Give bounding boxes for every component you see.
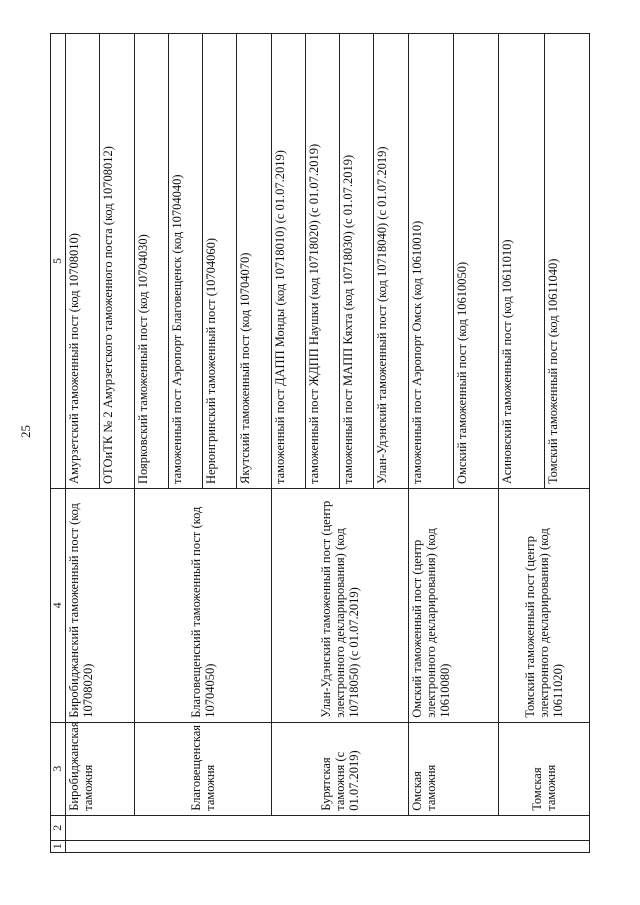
header-col-2: 2 [51,815,66,840]
post-name: Томский таможенный пост (центр электронного декларирования) (код 10611020) [499,489,590,723]
subpost-name: Поярковский таможенный пост (код 10704030) [134,34,168,489]
header-row [51,34,66,853]
table-row [66,34,100,853]
customs-name: Бурятская таможня (с 01.07.2019) [271,722,408,815]
table-row [499,34,544,853]
table-row [134,34,168,853]
subpost-name: Якутский таможенный пост (код 10704070) [237,34,271,489]
subpost-name: Омский таможенный пост (код 10610050) [453,34,498,489]
customs-name: Томская таможня [499,722,590,815]
subpost-name: Улан-Удэнский таможенный пост (код 10718040) (с 01.07.2019) [374,34,408,489]
cell-col-1 [66,840,590,852]
table-row [271,34,305,853]
post-name: Биробиджанский таможенный пост (код 10708020) [66,489,135,723]
header-col-5: 5 [51,34,66,489]
page-number: 25 [18,425,33,438]
customs-name: Биробиджанская таможня [66,722,135,815]
subpost-name: Нерюнгринский таможенный пост (10704060) [203,34,237,489]
cell-col-2 [66,815,590,840]
subpost-name: таможенный пост Аэропорт Благовещенск (код 10704040) [168,34,202,489]
subpost-name: таможенный пост ЖДПП Наушки (код 10718020) (с 01.07.2019) [305,34,339,489]
header-col-3: 3 [51,722,66,815]
customs-name: Благовещенская таможня [134,722,271,815]
table-row [408,34,453,853]
subpost-name: Амурзетский таможенный пост (код 10708010) [66,34,100,489]
subpost-name: Асиновский таможенный пост (код 10611010) [499,34,544,489]
subpost-name: таможенный пост МАПП Кяхта (код 10718030) (с 01.07.2019) [340,34,374,489]
subpost-name: таможенный пост ДАПП Монды (код 10718010) (с 01.07.2019) [271,34,305,489]
customs-table [50,33,590,853]
customs-name: Омская таможня [408,722,499,815]
subpost-name: ОТОиТК № 2 Амурзетского таможенного поста (код 10708012) [100,34,134,489]
subpost-name: таможенный пост Аэропорт Омск (код 10610010) [408,34,453,489]
rotated-table-sheet [50,33,590,853]
post-name: Улан-Удэнский таможенный пост (центр электронного декларирования) (код 10718050) (с 01.07.2019) [271,489,408,723]
post-name: Благовещенский таможенный пост (код 10704050) [134,489,271,723]
header-col-1: 1 [51,840,66,852]
header-col-4: 4 [51,489,66,723]
post-name: Омский таможенный пост (центр электронного декларирования) (код 10610080) [408,489,499,723]
subpost-name: Томский таможенный пост (код 10611040) [544,34,589,489]
